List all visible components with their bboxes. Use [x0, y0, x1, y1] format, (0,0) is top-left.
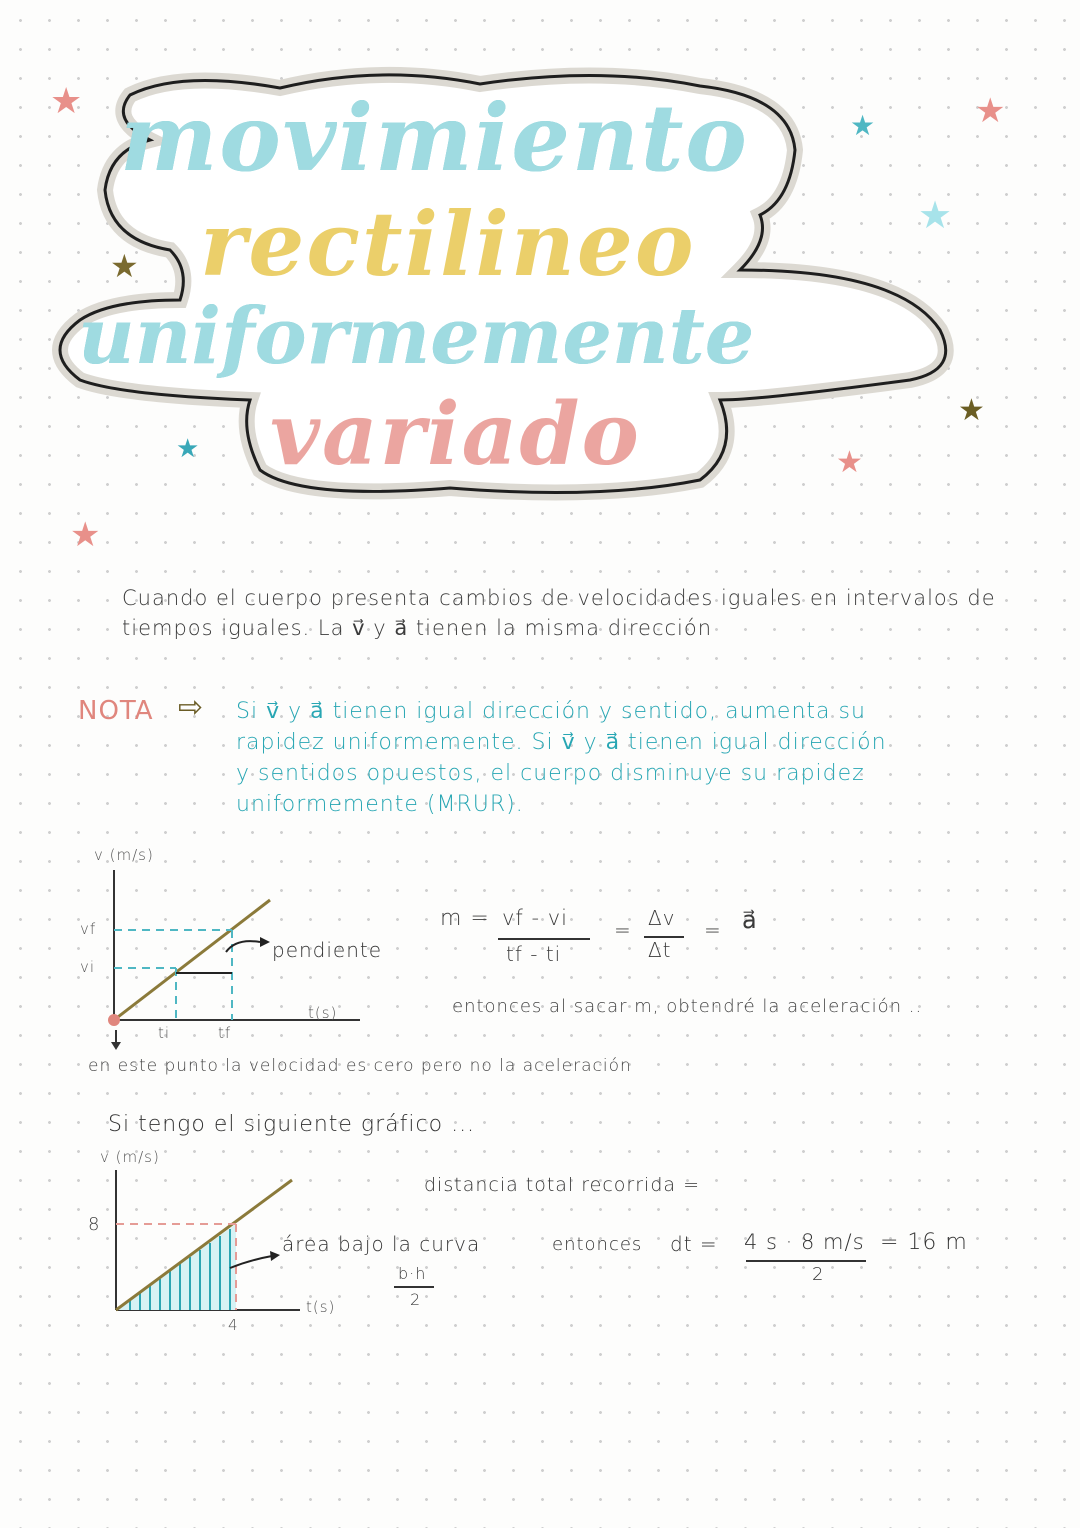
formula-result: a⃗ [742, 906, 758, 934]
distance-dt: dt = [670, 1232, 718, 1256]
graph1-line [114, 900, 270, 1020]
title-line-1: movimiento [120, 84, 749, 192]
star-icon: ★ [836, 445, 863, 480]
note-arrow-icon: ⇨ [178, 690, 204, 725]
star-icon: ★ [50, 81, 83, 122]
formula-conclusion: entonces al sacar m, obtendré la aceleración .. [452, 996, 923, 1017]
graph1-slope-label: pendiente [272, 938, 383, 962]
title-line-3: uniformemente [78, 291, 755, 382]
graph1-ti-label: ti [158, 1024, 171, 1042]
star-icon: ★ [110, 247, 139, 285]
distance-then: entonces [552, 1234, 643, 1255]
star-icon: ★ [850, 109, 876, 142]
graph1-vi-label: vi [80, 958, 96, 976]
definition-line-1: Cuando el cuerpo presenta cambios de velocidades iguales en intervalos de [122, 586, 996, 610]
graph2-y-tick: 8 [88, 1214, 101, 1235]
distance-numerator: 4 s · 8 m/s [744, 1230, 865, 1254]
note-line-1: Si v⃗ y a⃗ tienen igual dirección y sentido, aumenta su [236, 699, 866, 724]
formula-equals-2: = [704, 918, 722, 942]
graph1-tf-label: tf [218, 1024, 232, 1042]
graph1-arrow-head [260, 937, 270, 947]
graph2-area-denominator: 2 [410, 1290, 422, 1309]
graph2-x-tick: 4 [228, 1316, 239, 1334]
formula-delta-t: Δt [648, 938, 672, 962]
distance-result: = 16 m [880, 1230, 968, 1255]
title-line-4: variado [270, 384, 641, 485]
star-icon: ★ [975, 91, 1006, 131]
star-icon: ★ [176, 434, 200, 464]
graph1-ylabel: v (m/s) [94, 846, 154, 864]
formula-delta-v: Δv [648, 906, 676, 930]
note-label: NOTA [78, 696, 154, 726]
star-icon: ★ [70, 515, 101, 555]
note-line-4: uniformemente (MRUR). [236, 792, 524, 817]
graph2-area-arrow-head [270, 1251, 280, 1261]
graph1-origin-dot [108, 1014, 120, 1026]
graph2-intro: Si tengo el siguiente gráfico ... [108, 1112, 476, 1137]
graph1-vf-label: vf [80, 920, 97, 938]
star-icon: ★ [958, 393, 985, 428]
note-line-3: y sentidos opuestos, el cuerpo disminuye su rapidez [236, 761, 865, 786]
graph2-area-label: área bajo la curva [282, 1232, 481, 1256]
formula-denominator: tf - ti [506, 942, 562, 966]
definition-line-2: tiempos iguales. La v⃗ y a⃗ tienen la misma dirección [122, 616, 713, 640]
graph1-bottom-note: en este punto la velocidad es cero pero no la aceleración [88, 1056, 632, 1076]
distance-label: distancia total recorrida = [424, 1174, 700, 1196]
graph2-area-bar [394, 1286, 434, 1288]
formula-m: m = [440, 906, 490, 931]
graph1-xlabel: t(s) [308, 1004, 338, 1022]
note-line-2: rapidez uniformemente. Si v⃗ y a⃗ tienen igual dirección [236, 730, 887, 755]
title-line-2: rectilineo [200, 192, 696, 296]
distance-fraction-bar [746, 1260, 866, 1262]
formula-fraction-bar [498, 938, 590, 940]
graph2-ylabel: v (m/s) [100, 1148, 160, 1166]
formula-equals-1: = [614, 918, 632, 942]
star-icon: ★ [918, 193, 953, 237]
graph2-xlabel: t(s) [306, 1298, 336, 1316]
graph1-origin-arrow-head [111, 1042, 121, 1050]
distance-denominator: 2 [812, 1264, 825, 1285]
graph2-area-numerator: b·h [398, 1264, 427, 1283]
formula-numerator: vf - vi [502, 906, 569, 930]
